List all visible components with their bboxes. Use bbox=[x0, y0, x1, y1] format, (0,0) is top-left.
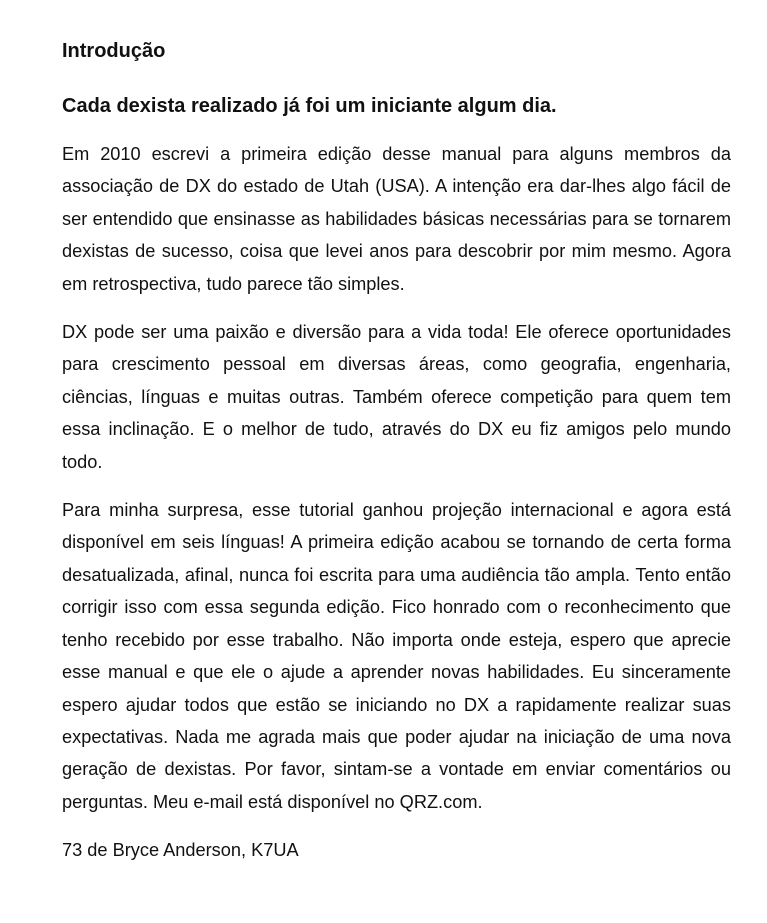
paragraph-1: Em 2010 escrevi a primeira edição desse manual para alguns membros da associação de DX do estado de Utah (USA). A intenção era dar-lhes algo fácil de ser entendido que ensinasse as habilidades básicas necessárias para se tornarem dexistas de sucesso, coisa que levei anos para descobrir por mim mesmo. Agora em retrospectiva, tudo parece tão simples. bbox=[62, 144, 731, 294]
section-title: Introdução bbox=[62, 40, 166, 62]
paragraph-3: Para minha surpresa, esse tutorial ganhou projeção internacional e agora está disponível em seis línguas! A primeira edição acabou se tornando de certa forma desatualizada, afinal, nunca foi escrita para uma audiência tão ampla. Tento então corrigir isso com essa segunda edição. Fico honrado com o reconhecimento que tenho recebido por esse trabalho. Não importa onde esteja, espero que aprecie esse manual e que ele o ajude a aprender novas habilidades. Eu sinceramente espero ajudar todos que estão se iniciando no DX a rapidamente realizar suas expectativas. Nada me agrada mais que poder ajudar na iniciação de uma nova geração de dexistas. Por favor, sintam-se a vontade em enviar comentários ou perguntas. Meu e-mail está disponível no QRZ.com. bbox=[62, 500, 731, 812]
paragraph-2: DX pode ser uma paixão e diversão para a vida toda! Ele oferece oportunidades para crescimento pessoal em diversas áreas, como geografia, engenharia, ciências, línguas e muitas outras. Também oferece competição para quem tem essa inclinação. E o melhor de tudo, através do DX eu fiz amigos pelo mundo todo. bbox=[62, 322, 731, 472]
signature: 73 de Bryce Anderson, K7UA bbox=[62, 840, 299, 861]
subtitle: Cada dexista realizado já foi um iniciante algum dia. bbox=[62, 95, 557, 117]
